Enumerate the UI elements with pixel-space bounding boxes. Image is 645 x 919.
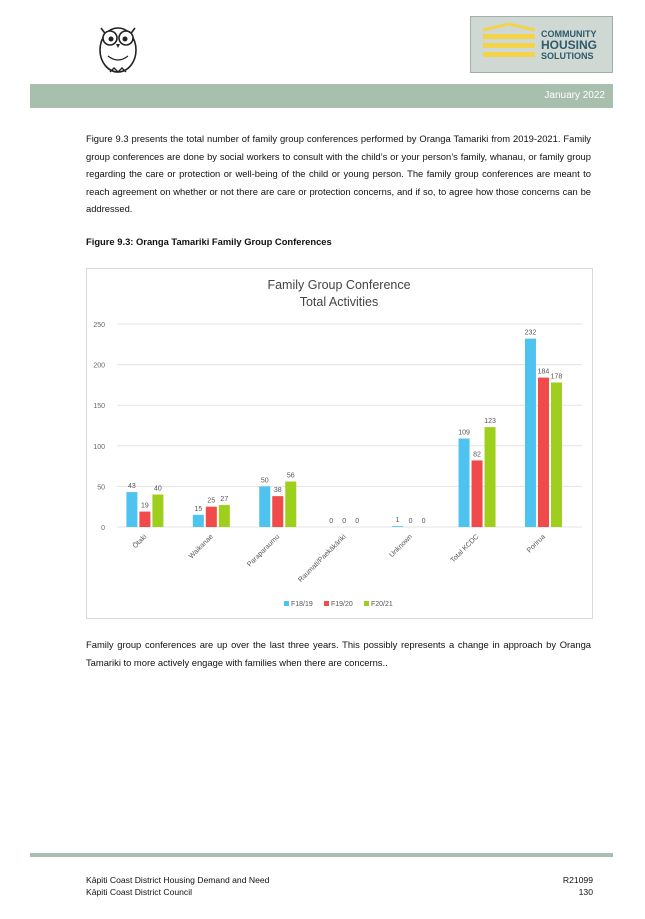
paragraph-intro: Figure 9.3 presents the total number of family group conferences performed by Oranga Tamariki from 2019-2021. Family group conferences are done by social workers to consult with the child’s or your person’s family, whanau, or family group regarding the care or protection or well-being of the child or young person. The family group conferences are meant to reach agreement on whether or not there are care or protection concerns, and if so, to agree how those concerns can be addressed.: [86, 133, 591, 214]
logo-text-housing: HOUSING: [541, 38, 598, 52]
footer-council: Kāpiti Coast District Council: [86, 887, 193, 897]
data-label: 0: [421, 518, 426, 525]
data-label: 15: [194, 505, 203, 513]
legend-label: F20/21: [371, 601, 393, 608]
bar-f19-20: [472, 460, 483, 527]
bar-f20-21: [485, 427, 496, 527]
bar-f20-21: [152, 495, 163, 527]
data-label: 1: [395, 517, 400, 525]
chart-title: Family Group Conference: [267, 278, 411, 292]
paragraph-conclusion: Family group conferences are up over the last three years. This possibly represents a change in approach by Oranga Tamariki to more actively engage with families when there are concerns..: [86, 639, 591, 668]
footer-right: [563, 874, 593, 898]
x-tick-label: Raumati/Paekākāriki: [297, 533, 348, 584]
data-label: 40: [154, 485, 162, 493]
data-label: 123: [484, 418, 496, 426]
bar-f20-21: [551, 382, 562, 527]
data-label: 184: [537, 368, 550, 376]
data-label: 0: [329, 518, 334, 525]
bar-f18-19: [259, 486, 270, 527]
data-label: 50: [260, 477, 269, 485]
legend-swatch: [364, 601, 369, 606]
y-tick-label: 250: [93, 322, 105, 329]
data-label: 0: [355, 518, 360, 525]
bar-f19-20: [206, 507, 217, 527]
y-tick-label: 200: [93, 362, 105, 370]
footer-page-number: 130: [578, 887, 593, 897]
legend-swatch: [284, 601, 289, 606]
bar-f19-20: [272, 496, 283, 527]
y-tick-label: 150: [93, 403, 105, 411]
footer-rule: [30, 853, 613, 857]
y-tick-label: 100: [93, 443, 105, 451]
data-label: 56: [286, 472, 295, 480]
footer-report-title: Kāpiti Coast District Housing Demand and Need: [86, 875, 270, 885]
data-label: 19: [141, 502, 149, 510]
x-tick-label: Porirua: [525, 533, 547, 555]
header-band: [30, 84, 613, 108]
data-label: 38: [273, 487, 282, 495]
data-label: 43: [128, 483, 136, 491]
bar-chart: [87, 269, 592, 618]
bar-f18-19: [126, 492, 137, 527]
y-tick-label: 50: [97, 484, 105, 492]
data-label: 178: [550, 373, 563, 381]
figure-caption: Figure 9.3: Oranga Tamariki Family Group Conferences: [86, 236, 332, 247]
house-stripes-icon: [475, 18, 541, 73]
bar-f18-19: [459, 438, 470, 527]
bar-f18-19: [193, 515, 204, 527]
logo-text-solutions: SOLUTIONS: [541, 51, 594, 61]
legend-label: F18/19: [291, 601, 313, 608]
bar-f20-21: [219, 505, 230, 527]
data-label: 0: [342, 518, 347, 525]
legend-label: F19/20: [331, 601, 353, 608]
header-date: January 2022: [544, 90, 605, 101]
bar-f18-19: [525, 339, 536, 527]
x-tick-label: Waikanae: [187, 533, 215, 561]
owl-logo-icon: [92, 14, 144, 76]
data-label: 27: [220, 496, 229, 504]
footer-report-code: R21099: [562, 875, 593, 885]
footer-left: [86, 874, 269, 898]
chart-subtitle: Total Activities: [299, 295, 379, 309]
bar-f18-19: [392, 526, 403, 527]
legend-swatch: [324, 601, 329, 606]
bar-f19-20: [139, 512, 150, 527]
bar-f19-20: [538, 378, 549, 527]
logo-text-community: COMMUNITY: [541, 29, 597, 39]
chart-container: [86, 268, 593, 619]
data-label: 232: [524, 329, 537, 337]
data-label: 109: [458, 429, 470, 437]
x-tick-label: Unknown: [388, 533, 415, 560]
data-label: 82: [473, 451, 481, 459]
data-label: 0: [408, 518, 413, 525]
x-tick-label: Ōtaki: [131, 533, 149, 550]
community-housing-logo: [470, 16, 613, 73]
data-label: 25: [207, 497, 216, 505]
y-tick-label: 0: [101, 525, 105, 532]
x-tick-label: Paraparaumu: [246, 533, 282, 569]
x-tick-label: Total KCDC: [449, 533, 481, 565]
bar-f20-21: [285, 482, 296, 527]
